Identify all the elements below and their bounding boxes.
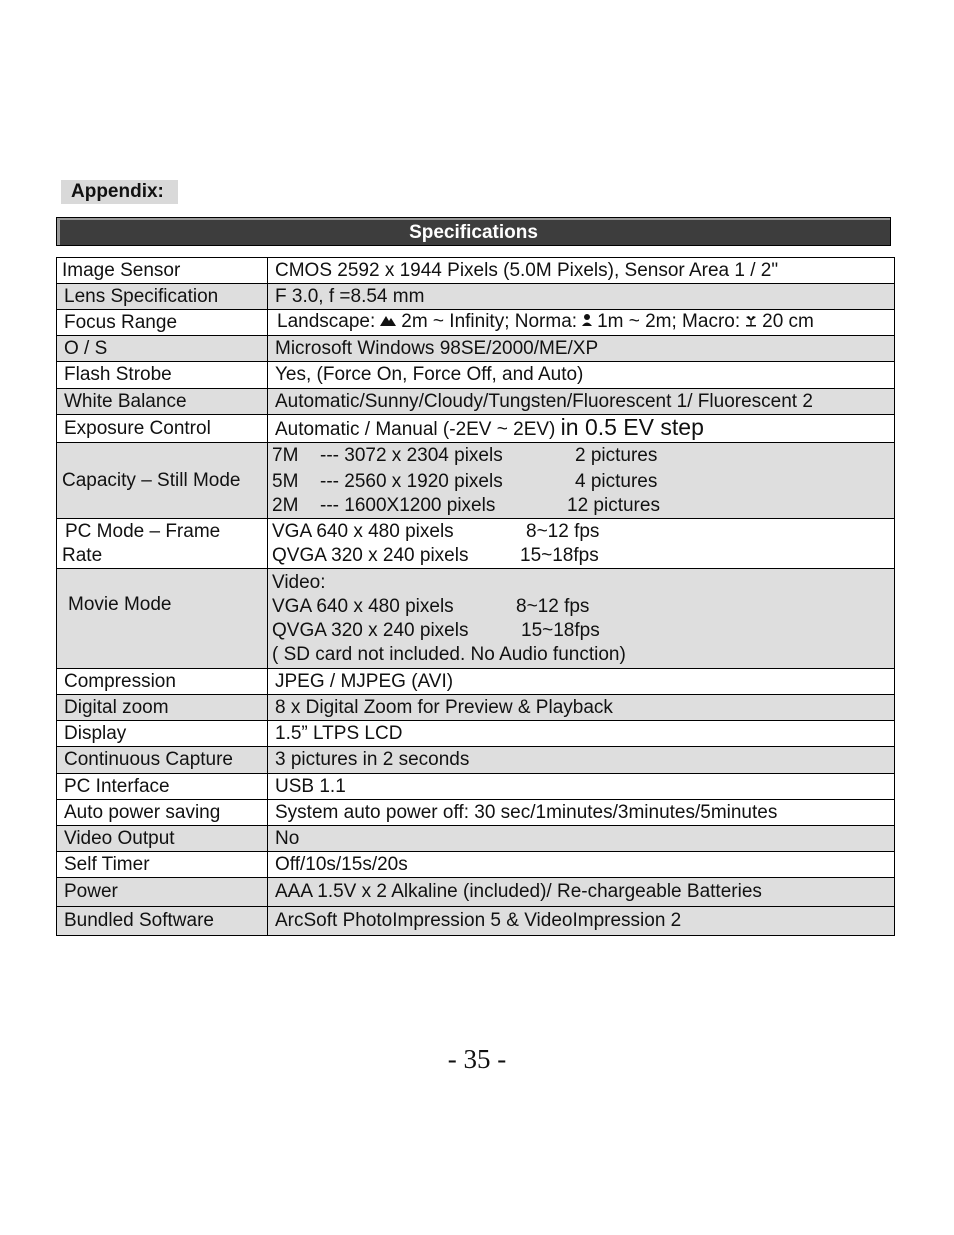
- row-value: USB 1.1: [268, 774, 895, 800]
- page-number: - 35 -: [447, 1044, 507, 1074]
- row-label: Auto power saving: [57, 800, 268, 826]
- table-row: [57, 310, 895, 336]
- row-label: Bundled Software: [57, 907, 268, 936]
- row-label: Flash Strobe: [57, 362, 268, 389]
- frame-rate-line: QVGA 320 x 240 pixels 15~18fps: [272, 544, 599, 566]
- table-row: [57, 826, 895, 852]
- table-row: [57, 569, 895, 669]
- row-value: CMOS 2592 x 1944 Pixels (5.0M Pixels), Sensor Area 1 / 2": [268, 258, 895, 284]
- table-row: [57, 389, 895, 415]
- row-value: Microsoft Windows 98SE/2000/ME/XP: [268, 336, 895, 362]
- person-icon: [581, 310, 593, 334]
- table-row: [57, 695, 895, 721]
- row-value: 8 x Digital Zoom for Preview & Playback: [268, 695, 895, 721]
- row-label: [57, 519, 268, 569]
- row-value: Automatic/Sunny/Cloudy/Tungsten/Fluorescent 1/ Fluorescent 2: [268, 389, 895, 415]
- landscape-label: Landscape:: [277, 311, 376, 333]
- appendix-heading: Appendix:: [61, 180, 178, 204]
- row-label: O / S: [57, 336, 268, 362]
- table-row: [57, 878, 895, 907]
- landscape-range: 2m ~ Infinity; Norma:: [401, 311, 578, 333]
- specifications-title: Specifications: [56, 217, 891, 246]
- table-row: [57, 284, 895, 310]
- row-value: System auto power off: 30 sec/1minutes/3minutes/5minutes: [268, 800, 895, 826]
- table-row: [57, 415, 895, 443]
- row-label: PC Interface: [57, 774, 268, 800]
- row-value: [268, 310, 895, 336]
- table-row: [57, 669, 895, 695]
- table-row: [57, 443, 895, 519]
- row-label: Focus Range: [57, 310, 268, 336]
- movie-note: ( SD card not included. No Audio function): [272, 643, 626, 665]
- row-label: Power: [57, 878, 268, 907]
- row-value: 3 pictures in 2 seconds: [268, 747, 895, 774]
- row-label: Image Sensor: [57, 258, 268, 284]
- row-value: [268, 519, 895, 569]
- capacity-line: 7M --- 3072 x 2304 pixels 2 pictures: [272, 445, 658, 466]
- row-label: Compression: [57, 669, 268, 695]
- normal-range: 1m ~ 2m; Macro:: [597, 311, 741, 333]
- row-label-line: Rate: [62, 544, 103, 566]
- video-label: Video:: [272, 571, 326, 593]
- specifications-table: [56, 257, 895, 936]
- frame-rate-line: VGA 640 x 480 pixels 8~12 fps: [272, 520, 600, 542]
- row-value: Off/10s/15s/20s: [268, 852, 895, 878]
- row-value: JPEG / MJPEG (AVI): [268, 669, 895, 695]
- row-label: Exposure Control: [57, 415, 268, 443]
- capacity-line: 5M --- 2560 x 1920 pixels 4 pictures: [272, 471, 658, 492]
- row-label: Display: [57, 721, 268, 747]
- macro-range: 20 cm: [762, 311, 814, 333]
- table-row: [57, 258, 895, 284]
- table-row: [57, 800, 895, 826]
- table-row: [57, 852, 895, 878]
- row-value: [268, 415, 895, 443]
- row-value: AAA 1.5V x 2 Alkaline (included)/ Re-chargeable Batteries: [268, 878, 895, 907]
- movie-line: VGA 640 x 480 pixels 8~12 fps: [272, 595, 590, 617]
- row-value: 1.5” LTPS LCD: [268, 721, 895, 747]
- exposure-step: in 0.5 EV step: [560, 414, 704, 440]
- row-label: Continuous Capture: [57, 747, 268, 774]
- row-label: Capacity – Still Mode: [57, 443, 268, 519]
- table-row: [57, 362, 895, 389]
- table-row: [57, 774, 895, 800]
- movie-line: QVGA 320 x 240 pixels 15~18fps: [272, 619, 600, 641]
- row-value: Yes, (Force On, Force Off, and Auto): [268, 362, 895, 389]
- row-value: [268, 443, 895, 519]
- mountain-icon: [379, 310, 397, 334]
- row-label: Movie Mode: [57, 569, 268, 669]
- row-label: Digital zoom: [57, 695, 268, 721]
- row-label: Self Timer: [57, 852, 268, 878]
- row-label: White Balance: [57, 389, 268, 415]
- row-label: Lens Specification: [57, 284, 268, 310]
- flower-icon: [744, 310, 758, 334]
- row-value: No: [268, 826, 895, 852]
- table-row: [57, 519, 895, 569]
- row-value: ArcSoft PhotoImpression 5 & VideoImpression 2: [268, 907, 895, 936]
- row-label: Video Output: [57, 826, 268, 852]
- exposure-value: Automatic / Manual (-2EV ~ 2EV): [275, 419, 556, 440]
- row-label-line: PC Mode – Frame: [65, 520, 221, 542]
- table-row: [57, 907, 895, 936]
- table-row: [57, 747, 895, 774]
- table-row: [57, 336, 895, 362]
- row-value: [268, 569, 895, 669]
- table-row: [57, 721, 895, 747]
- row-value: F 3.0, f =8.54 mm: [268, 284, 895, 310]
- capacity-line: 2M --- 1600X1200 pixels 12 pictures: [272, 495, 660, 516]
